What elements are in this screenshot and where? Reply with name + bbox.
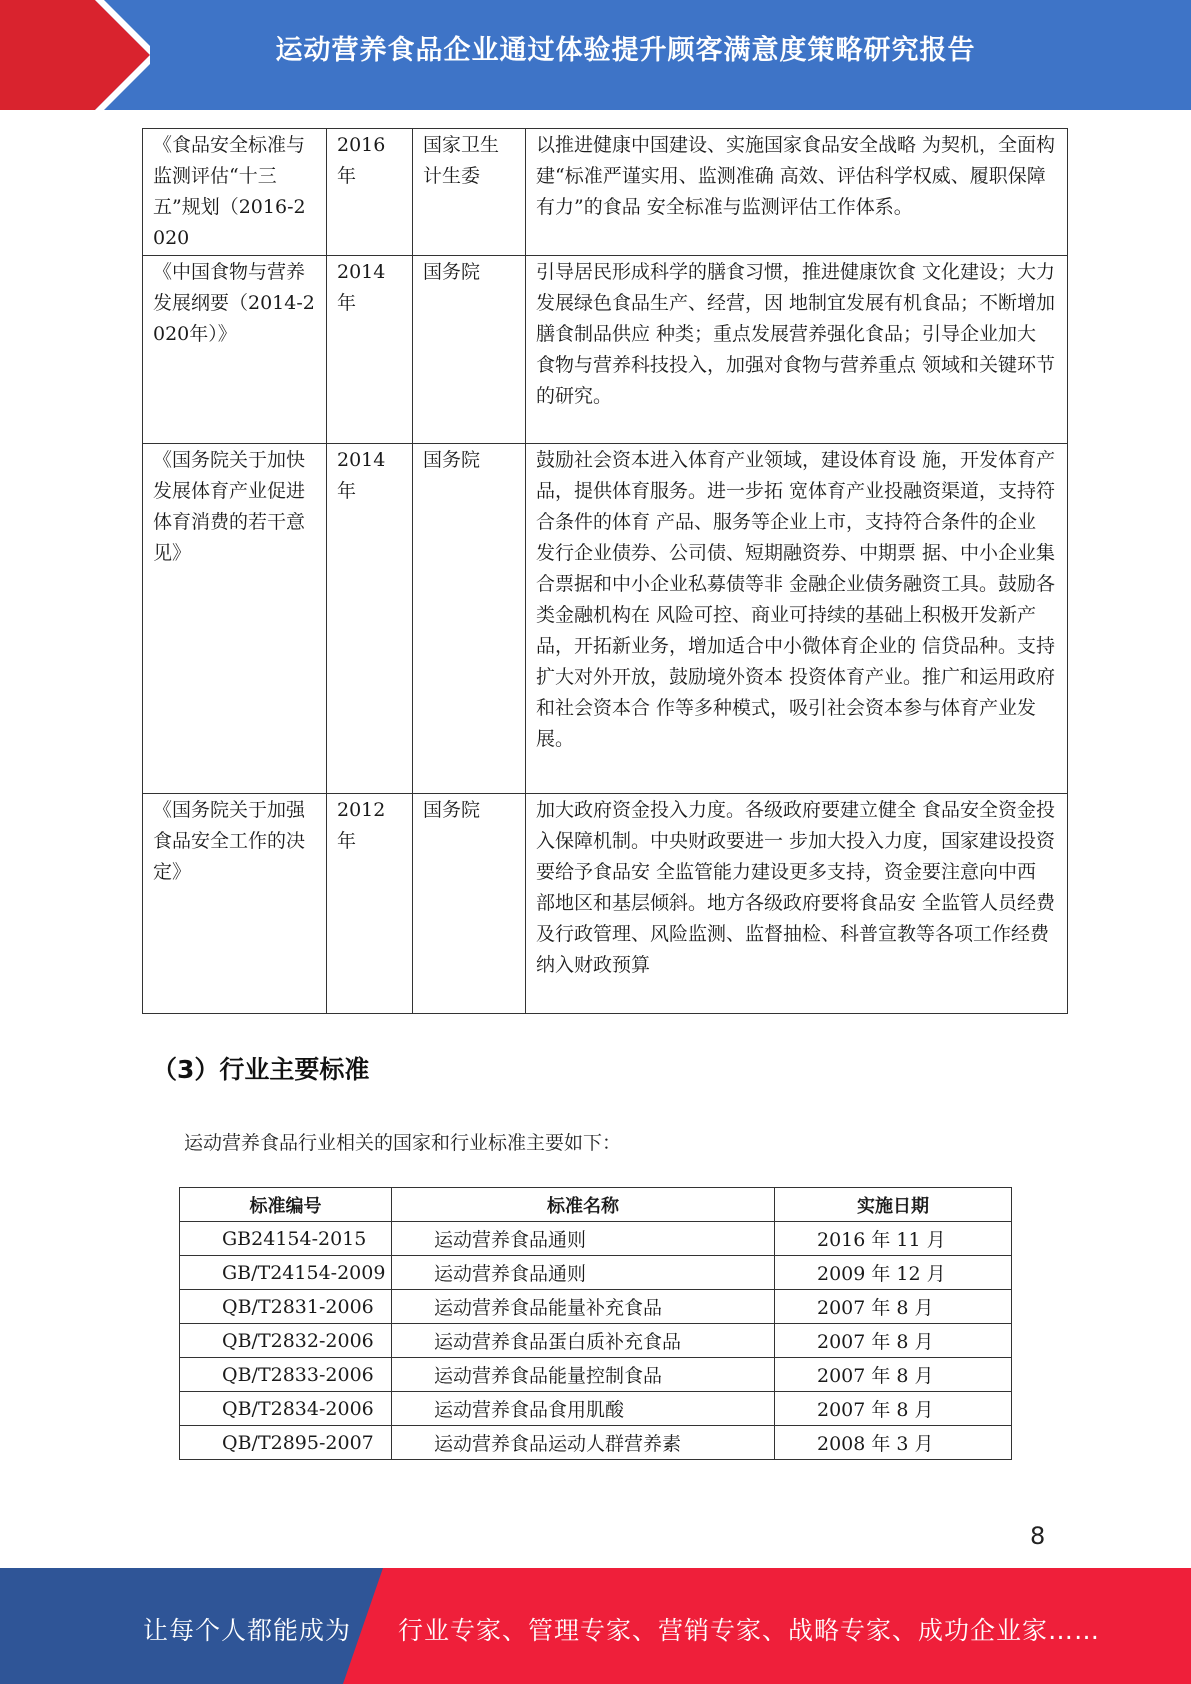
standard-date: 2007 年 8 月 [775,1290,1012,1324]
policy-desc: 鼓励社会资本进入体育产业领域，建设体育设 施，开发体育产品，提供体育服务。进一步拓 宽体育产业投融资渠道，支持符合条件的体育 产品、服务等企业上市，支持符合条件的企业 发行企业债券、公司债、短期融资券、中期票 据、中小企业集合票据和中小企业私募债等非 金融企业债务融资工具。鼓励各类金融机构在 风险可控、商业可持续的基础上积极开发新产 品，开拓新业务，增加适合中小微体育企业的 信贷品种。支持扩大对外开放，鼓励境外资本 投资体育产业。推广和运用政府和社会资本合 作等多种模式，吸引社会资本参与体育产业发 展。 [526,444,1068,794]
standard-date: 2007 年 8 月 [775,1358,1012,1392]
table-row [143,129,1068,256]
standard-code: GB/T24154-2009 [180,1256,392,1290]
footer-slogan-right: 行业专家、管理专家、营销专家、战略专家、成功企业家…… [398,1616,1101,1645]
policy-desc: 以推进健康中国建设、实施国家食品安全战略 为契机，全面构建“标准严谨实用、监测准确 高效、评估科学权威、履职保障有力”的食品 安全标准与监测评估工作体系。 [526,129,1068,256]
standard-code: QB/T2831-2006 [180,1290,392,1324]
standards-table [179,1187,1012,1460]
standard-code: GB24154-2015 [180,1222,392,1256]
policy-year: 2012年 [327,794,413,1014]
standard-name: 运动营养食品通则 [392,1222,775,1256]
standard-date: 2008 年 3 月 [775,1426,1012,1460]
standard-name: 运动营养食品蛋白质补充食品 [392,1324,775,1358]
standard-name: 运动营养食品能量补充食品 [392,1290,775,1324]
standard-name: 运动营养食品食用肌酸 [392,1392,775,1426]
standard-name: 运动营养食品通则 [392,1256,775,1290]
column-header-code: 标准编号 [180,1188,392,1222]
policy-name: 《食品安全标准与监测评估“十三五”规划（2016-2020 [143,129,327,256]
policy-org: 国务院 [413,794,526,1014]
standard-date: 2016 年 11 月 [775,1222,1012,1256]
table-row [143,444,1068,794]
column-header-date: 实施日期 [775,1188,1012,1222]
page-number: 8 [1030,1522,1046,1550]
table-row [180,1358,1012,1392]
standard-code: QB/T2895-2007 [180,1426,392,1460]
standard-date: 2007 年 8 月 [775,1324,1012,1358]
table-row [180,1256,1012,1290]
table-row [180,1324,1012,1358]
table-row [180,1392,1012,1426]
report-title: 运动营养食品企业通过体验提升顾客满意度策略研究报告 [275,35,976,66]
standard-date: 2009 年 12 月 [775,1256,1012,1290]
table-row [180,1222,1012,1256]
policy-org: 国务院 [413,256,526,444]
page-header [0,0,1191,110]
policy-desc: 加大政府资金投入力度。各级政府要建立健全 食品安全资金投入保障机制。中央财政要进一 步加大投入力度，国家建设投资要给予食品安 全监管能力建设更多支持，资金要注意向中西 部地区和基层倾斜。地方各级政府要将食品安 全监管人员经费及行政管理、风险监测、监督抽检、科普宣教等各项工作经费纳入财政预算 [526,794,1068,1014]
table-row [180,1290,1012,1324]
standard-code: QB/T2832-2006 [180,1324,392,1358]
policy-name: 《中国食物与营养发展纲要（2014-2020年）》 [143,256,327,444]
section-heading: （3）行业主要标准 [152,1055,370,1084]
table-row [180,1426,1012,1460]
table-row [143,256,1068,444]
standard-date: 2007 年 8 月 [775,1392,1012,1426]
policy-name: 《国务院关于加快发展体育产业促进体育消费的若干意见》 [143,444,327,794]
policy-year: 2014年 [327,444,413,794]
policy-year: 2014年 [327,256,413,444]
policy-year: 2016年 [327,129,413,256]
section-intro: 运动营养食品行业相关的国家和行业标准主要如下： [184,1132,622,1154]
policy-name: 《国务院关于加强食品安全工作的决定》 [143,794,327,1014]
policy-org: 国家卫生 计生委 [413,129,526,256]
footer-slogan-left: 让每个人都能成为 [143,1616,352,1645]
standard-code: QB/T2833-2006 [180,1358,392,1392]
policy-org: 国务院 [413,444,526,794]
standard-name: 运动营养食品能量控制食品 [392,1358,775,1392]
standard-code: QB/T2834-2006 [180,1392,392,1426]
standard-name: 运动营养食品运动人群营养素 [392,1426,775,1460]
page-footer [0,1568,1191,1684]
policy-desc: 引导居民形成科学的膳食习惯，推进健康饮食 文化建设；大力发展绿色食品生产、经营，因 地制宜发展有机食品；不断增加膳食制品供应 种类；重点发展营养强化食品；引导企业加大 食物与营养科技投入，加强对食物与营养重点 领域和关键环节的研究。 [526,256,1068,444]
table-row [143,794,1068,1014]
column-header-name: 标准名称 [392,1188,775,1222]
policy-table [142,128,1068,1014]
table-header-row [180,1188,1012,1222]
